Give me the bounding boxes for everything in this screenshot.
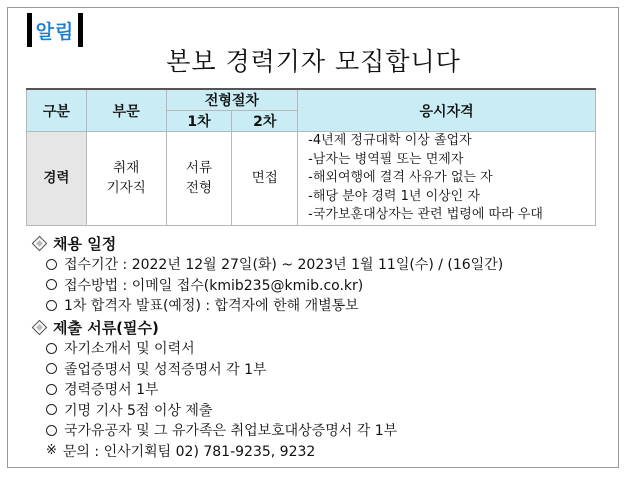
qualification-item: -해당 분야 경력 1년 이상인 자	[308, 188, 480, 204]
documents-section	[30, 317, 397, 461]
documents-item-text: 경력증명서 1부	[64, 382, 159, 399]
qualification-item: -남자는 병역필 또는 면제자	[308, 151, 464, 167]
notice-badge: 알림	[27, 13, 83, 47]
schedule-item	[30, 275, 503, 296]
row-step2: 면접	[232, 132, 298, 226]
schedule-heading	[30, 233, 503, 254]
recruitment-table	[26, 88, 596, 226]
header-step2: 2차	[232, 111, 298, 132]
documents-heading-text: 제출 서류(필수)	[53, 319, 159, 337]
header-step1: 1차	[166, 111, 232, 132]
documents-item	[30, 359, 397, 380]
schedule-item-text: 1차 합격자 발표(예정) : 합격자에 한해 개별통보	[64, 298, 359, 315]
row-step1	[166, 132, 232, 226]
circle-icon	[46, 363, 57, 374]
circle-icon	[46, 279, 57, 290]
contact-note-text: 문의 : 인사기획팀 02) 781-9235, 9232	[62, 443, 316, 460]
row-department	[86, 132, 166, 226]
documents-item	[30, 379, 397, 400]
diamond-icon	[32, 320, 48, 336]
documents-item-text: 졸업증명서 및 성적증명서 각 1부	[64, 361, 267, 378]
header-department: 부문	[86, 89, 166, 132]
row-department-line1: 취재	[113, 160, 140, 177]
documents-item-text: 자기소개서 및 이력서	[64, 341, 195, 358]
row-category: 경력	[27, 132, 87, 226]
documents-item-text: 기명 기사 5점 이상 제출	[64, 402, 213, 419]
row-department-line2: 기자직	[106, 180, 146, 197]
circle-icon	[46, 425, 57, 436]
documents-item-text: 국가유공자 및 그 유가족은 취업보호대상증명서 각 1부	[64, 423, 398, 440]
documents-item	[30, 400, 397, 421]
schedule-item-text: 접수기간 : 2022년 12월 27일(화) ~ 2023년 1월 11일(수) / (16일간)	[64, 257, 504, 274]
qualification-item: -국가보훈대상자는 관련 법령에 따라 우대	[308, 207, 543, 222]
page-title: 본보 경력기자 모집합니다	[166, 47, 461, 76]
qualification-item: -해외여행에 결격 사유가 없는 자	[308, 170, 493, 185]
circle-icon	[46, 300, 57, 311]
row-step1-line1: 서류	[185, 160, 213, 177]
diamond-icon	[32, 236, 48, 252]
reference-mark-icon: ※	[46, 443, 57, 458]
documents-heading	[30, 317, 397, 338]
header-procedure: 전형절차	[166, 89, 298, 111]
schedule-item	[30, 295, 503, 316]
circle-icon	[46, 343, 57, 354]
circle-icon	[46, 404, 57, 415]
documents-item	[30, 420, 397, 441]
circle-icon	[46, 384, 57, 395]
documents-item	[30, 338, 397, 359]
header-category: 구분	[27, 89, 87, 132]
schedule-heading-text: 채용 일정	[53, 235, 117, 253]
schedule-item	[30, 254, 503, 275]
header-qualification: 응시자격	[298, 89, 596, 132]
schedule-section	[30, 233, 503, 316]
row-qualifications	[298, 132, 596, 226]
contact-note	[30, 441, 397, 461]
schedule-item-text: 접수방법 : 이메일 접수(kmib235@kmib.co.kr)	[64, 277, 364, 294]
qualification-item: -4년제 정규대학 이상 졸업자	[308, 133, 472, 148]
row-step1-line2: 전형	[185, 180, 213, 197]
circle-icon	[46, 259, 57, 270]
